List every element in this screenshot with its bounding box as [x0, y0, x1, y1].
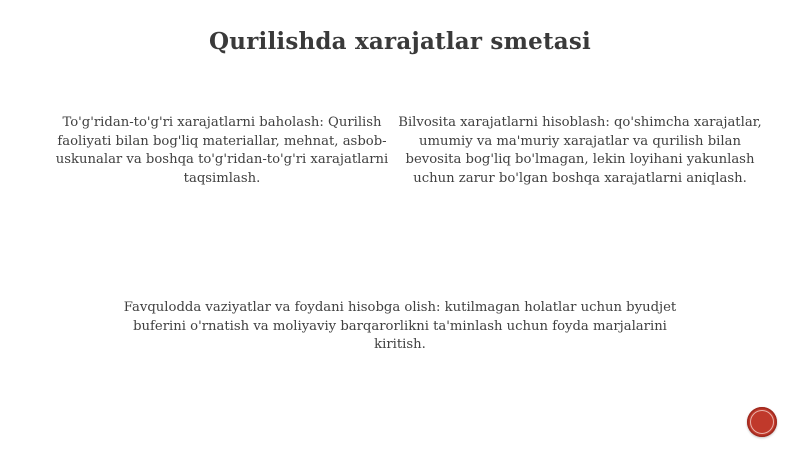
contingency-paragraph: Favqulodda vaziyatlar va foydani hisobga olish: kutilmagan holatlar uchun byudjet buferini o'rnatish va moliyaviy barqarorlikni ta'minlash uchun foyda marjalarini kiritish. — [123, 300, 677, 352]
direct-costs-paragraph: To'g'ridan-to'g'ri xarajatlarni baholash: Qurilish faoliyati bilan bog'liq materiallar, mehnat, asbob-uskunalar va boshqa to'g'ridan-to'g'ri xarajatlarni taqsimlash. — [55, 115, 389, 186]
circle-nav-icon — [750, 410, 774, 434]
slide-title: Qurilishda xarajatlar smetasi — [209, 28, 591, 55]
next-slide-button[interactable] — [747, 407, 777, 437]
indirect-costs-paragraph: Bilvosita xarajatlarni hisoblash: qo'shimcha xarajatlar, umumiy va ma'muriy xarajatlar va qurilish bilan bevosita bog'liq bo'lmagan, lekin loyihani yakunlash uchun zarur bo'lgan boshqa xarajatlarni aniqlash. — [398, 115, 762, 186]
